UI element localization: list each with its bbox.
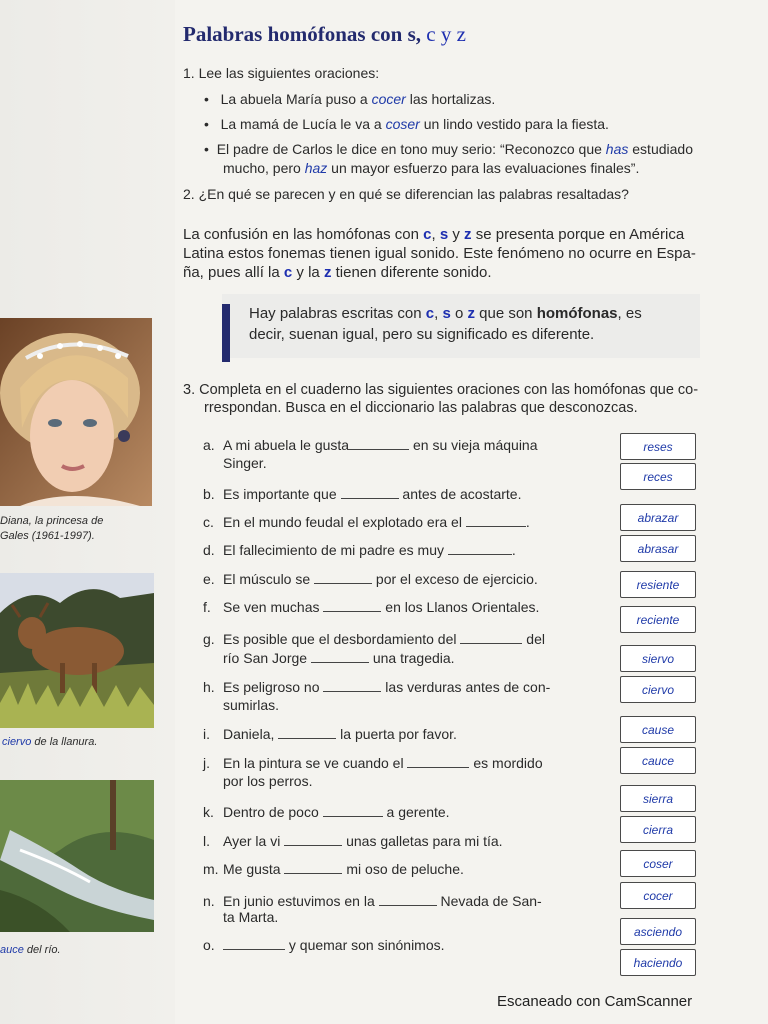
letter-c: c [425,305,435,322]
answer-blank[interactable] [448,542,512,555]
bullet-2-word: coser [385,116,420,132]
item-text: Singer. [223,455,267,471]
word-card: siervo [620,645,696,672]
answer-blank[interactable] [223,937,285,950]
item-text: Nevada de San- [436,893,542,909]
conj: y [448,226,465,243]
word-card: cause [620,716,696,743]
explanation-line3 [183,263,492,283]
bullet-1-before: La abuela María puso a [220,91,372,107]
item-text: Ayer la vi [223,833,285,849]
caption-keyword: auce [0,944,24,956]
item-text: El músculo se [223,571,315,587]
exercise-item [203,514,530,531]
word-card: haciendo [620,949,696,976]
answer-blank[interactable] [284,833,342,846]
item-label: j. [203,755,210,771]
bullet-3-line2 [223,159,639,177]
rule-part: Hay palabras escritas con [249,305,426,322]
item-label: c. [203,514,214,530]
item-text: por los perros. [223,773,313,789]
word-card: cierra [620,816,696,843]
bullet-2-before: La mamá de Lucía le va a [220,116,386,132]
bullet-dot: • [204,116,209,132]
answer-blank[interactable] [323,599,381,612]
deer-image [0,573,154,728]
diana-caption-1: Diana, la princesa de [0,515,104,527]
letter-c: c [423,226,432,243]
item-text: mi oso de peluche. [342,861,464,877]
river-caption [0,944,61,956]
exercise-item [203,937,445,954]
item-text: . [511,542,516,558]
answer-blank[interactable] [460,631,522,644]
item-text: del [522,631,545,647]
bullet-1 [204,90,495,108]
item-label: d. [203,542,215,558]
item-text: río San Jorge [223,650,311,666]
item-text: Se ven muchas [223,599,324,615]
bullet-3-word-haz: haz [304,160,328,176]
item-text: y quemar son sinónimos. [285,937,445,953]
item-label: o. [203,937,215,953]
diana-photo [0,318,152,506]
exercise-item [203,486,521,503]
item-label: h. [203,679,215,695]
letter-c: c [283,264,293,281]
bullet-3-l2-after: un mayor esfuerzo para las evaluaciones finales”. [327,160,640,176]
word-card: reses [620,433,696,460]
exercise-item [203,726,457,743]
item-text: . [525,514,530,530]
item-text: sumirlas. [223,697,280,713]
item-text: unas galletas para mi tía. [342,833,503,849]
bullet-3-before: El padre de Carlos le dice en tono muy serio: “Reconozco que [216,141,606,157]
item-text: una tragedia. [368,650,455,666]
item-label: e. [203,571,215,587]
item-text: a gerente. [382,804,450,820]
explanation-text: ña, pues allí la [183,264,284,281]
explanation-text: tienen diferente sonido. [331,264,492,281]
exercise-item-line2 [223,697,279,714]
item-label: f. [203,599,211,615]
conj: y la [292,264,324,281]
item-text: A mi abuela le gusta [223,437,350,453]
exercise2-instruction: 2. ¿En qué se parecen y en qué se diferencian las palabras resaltadas? [183,186,629,202]
bullet-1-after: las hortalizas. [405,91,496,107]
exercise3-line2: rrespondan. Busca en el diccionario las palabras que desconozcas. [204,400,638,416]
exercise-item [203,755,543,772]
explanation-text: se presenta porque en América [471,226,685,243]
item-text: antes de acostarte. [398,486,522,502]
letter-z: z [467,305,475,322]
rule-part: , es [617,305,642,322]
explanation-line2: Latina estos fonemas tienen igual sonido. Este fenómeno no ocurre en Espa- [183,245,696,262]
item-text: por el exceso de ejercicio. [372,571,538,587]
diana-caption-2: Gales (1961-1997). [0,530,95,542]
exercise-item-line2 [223,650,455,667]
exercise-item [203,679,550,696]
exercise-item-line2 [223,773,312,790]
river-photo [0,780,154,932]
item-text: En la pintura se ve cuando el [223,755,408,771]
item-text: las verduras antes de con- [381,679,551,695]
answer-blank[interactable] [323,679,381,692]
item-text: Es importante que [223,486,341,502]
rule-line2: decir, suenan igual, pero su significado es diferente. [249,326,595,343]
explanation-text: La confusión en las homófonas con [183,226,424,243]
bullet-3-line1 [204,140,693,158]
exercise-item [203,631,545,648]
item-text: en los Llanos Orientales. [381,599,540,615]
caption-text: de la llanura. [31,736,98,748]
sep: , [431,226,440,243]
bullet-3-word-has: has [605,141,629,157]
item-text: En junio estuvimos en la [223,893,379,909]
caption-keyword: ciervo [2,736,32,748]
diana-image [0,318,152,506]
exercise-item [203,833,503,850]
explanation-line1 [183,225,684,245]
answer-blank[interactable] [314,571,372,584]
item-text: El fallecimiento de mi padre es muy [223,542,448,558]
exercise-item [203,893,542,910]
answer-blank[interactable] [323,804,383,817]
item-label: g. [203,631,215,647]
sep: , [434,305,443,322]
item-text: Me gusta [223,861,285,877]
answer-blank[interactable] [311,650,369,663]
item-label: k. [203,804,214,820]
bullet-dot: • [204,91,209,107]
title-letters: c y z [426,22,466,46]
bullet-3-after: estudiado [628,141,693,157]
answer-blank[interactable] [466,514,526,527]
item-label: n. [203,893,215,909]
answer-blank[interactable] [341,486,399,499]
answer-blank[interactable] [379,893,437,906]
exercise-item [203,437,538,454]
rule-keyword: homófonas [536,305,618,322]
word-card: cauce [620,747,696,774]
answer-blank[interactable] [278,726,336,739]
item-text: En el mundo feudal el explotado era el [223,514,466,530]
letter-z: z [323,264,332,281]
deer-caption [2,736,97,748]
title-main: Palabras homófonas con s, [183,22,422,46]
word-card: cocer [620,882,696,909]
exercise-item [203,571,538,588]
river-image [0,780,154,932]
rule-part: que son [474,305,537,322]
item-label: i. [203,726,210,742]
item-text: en su vieja máquina [409,437,538,453]
exercise-item [203,861,464,878]
letter-z: z [464,226,472,243]
exercise3-line1: 3. Completa en el cuaderno las siguientes oraciones con las homófonas que co- [183,382,699,398]
item-text: Es posible que el desbordamiento del [223,631,461,647]
bullet-3-l2-before: mucho, pero [223,160,305,176]
bullet-2-after: un lindo vestido para la fiesta. [419,116,609,132]
exercise-item [203,542,516,559]
letter-s: s [439,226,449,243]
word-card: abrazar [620,504,696,531]
item-label: l. [203,833,210,849]
word-card: asciendo [620,918,696,945]
bullet-1-word: cocer [371,91,406,107]
rule-accent-bar [222,304,230,362]
bullet-2 [204,115,609,133]
item-label: a. [203,437,215,453]
conj: o [450,305,468,322]
word-card: resiente [620,571,696,598]
item-text: Daniela, [223,726,279,742]
item-label: b. [203,486,215,502]
word-card: coser [620,850,696,877]
item-text: la puerta por favor. [336,726,457,742]
exercise-item-line2 [223,455,267,472]
rule-text [249,303,642,345]
answer-blank[interactable] [349,437,409,450]
item-text: Dentro de poco [223,804,323,820]
word-card: reciente [620,606,696,633]
answer-blank[interactable] [407,755,469,768]
item-text: es mordido [469,755,543,771]
word-card: ciervo [620,676,696,703]
item-text: ta Marta. [223,909,279,925]
word-card: sierra [620,785,696,812]
bullet-dot: • [204,141,209,157]
item-text: Es peligroso no [223,679,324,695]
answer-blank[interactable] [284,861,342,874]
scanner-watermark: Escaneado con CamScanner [497,993,693,1010]
exercise-item-line2 [223,909,278,926]
exercise-item [203,599,539,616]
exercise1-instruction: 1. Lee las siguientes oraciones: [183,65,380,81]
item-label: m. [203,861,219,877]
word-card: reces [620,463,696,490]
caption-text: del río. [23,944,61,956]
word-card: abrasar [620,535,696,562]
deer-photo [0,573,154,728]
rule-line1 [249,303,642,324]
page-title [183,22,466,47]
exercise-item [203,804,450,821]
letter-s: s [442,305,451,322]
